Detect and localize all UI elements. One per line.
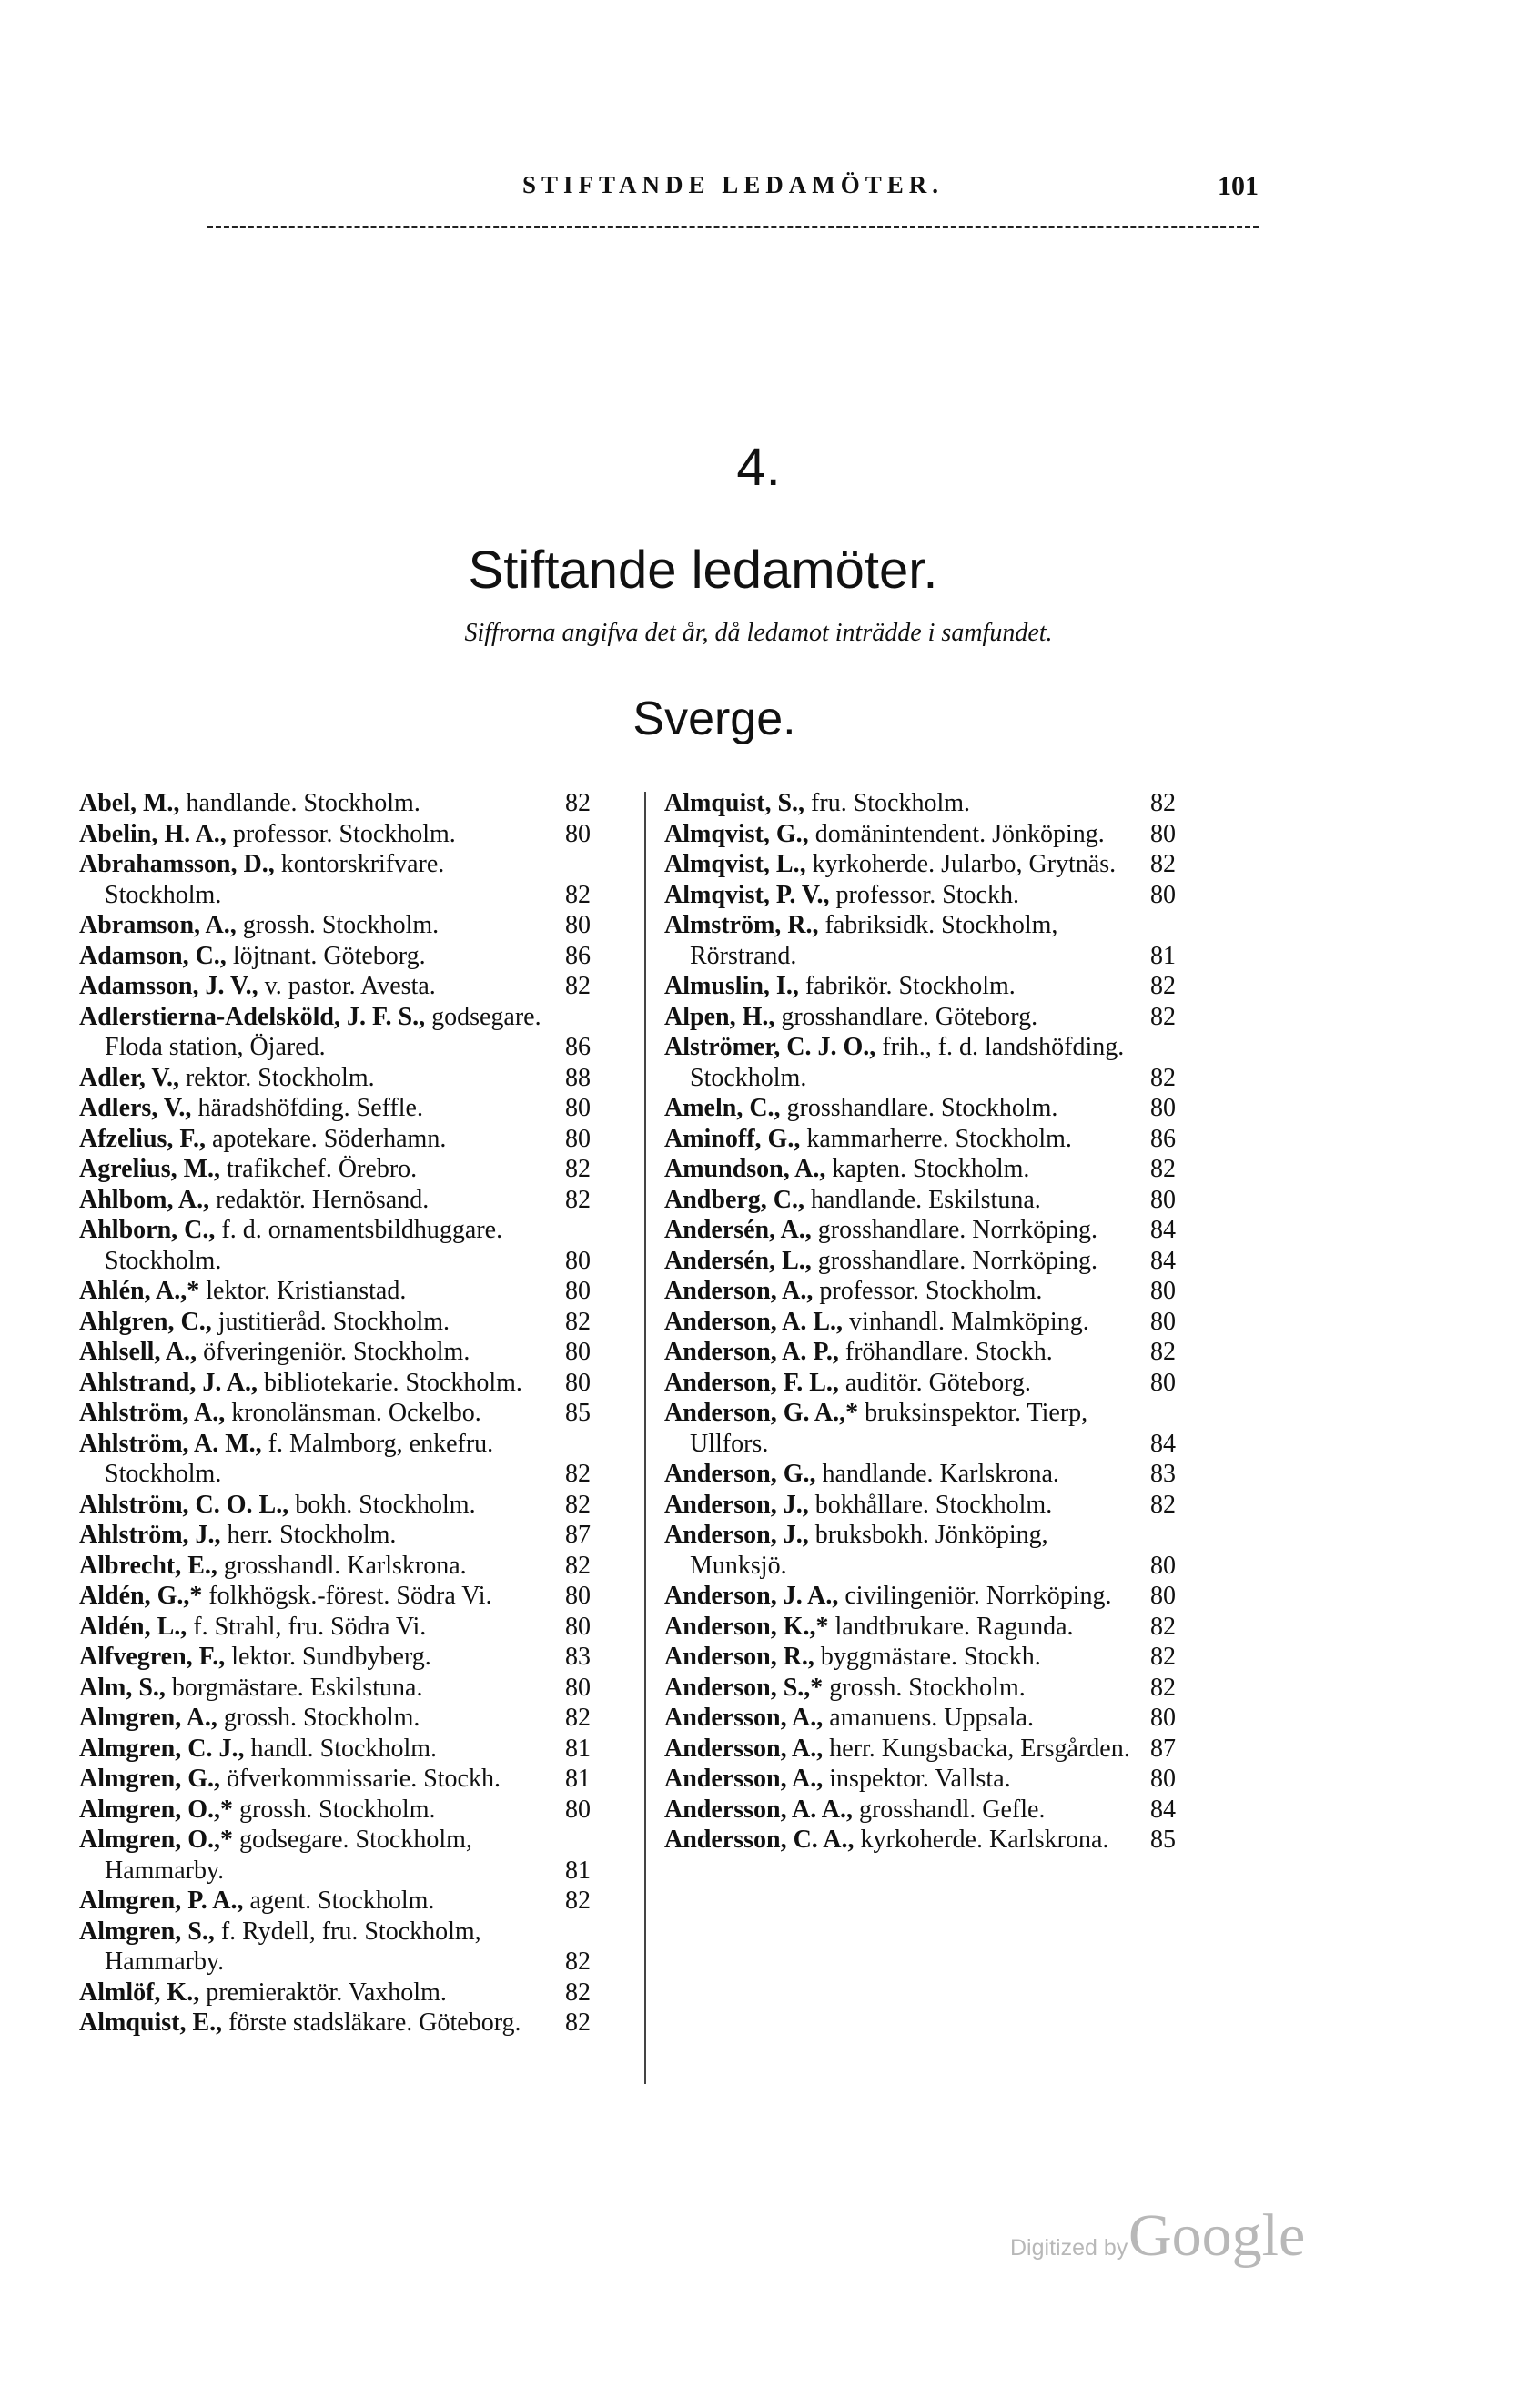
member-name: Adlers, V., (79, 1094, 192, 1122)
member-year: 80 (565, 1094, 591, 1122)
member-name: Almqvist, L., (664, 850, 806, 878)
member-name: Almqvist, G., (664, 819, 809, 848)
member-details: löjtnant. Göteborg. (226, 941, 426, 970)
member-year: 80 (565, 1795, 591, 1824)
member-year: 82 (1150, 1063, 1176, 1092)
member-details: folkhögsk.-förest. Södra Vi. (202, 1582, 492, 1610)
member-details: handlande. Stockholm. (179, 789, 420, 817)
member-entry (79, 1703, 591, 1734)
member-year: 82 (565, 1155, 591, 1183)
member-year: 80 (1150, 1185, 1176, 1214)
member-year: 82 (565, 1978, 591, 2007)
member-details: grosshandlare. Norrköping. (811, 1216, 1097, 1244)
member-name: Anderson, F. L., (664, 1368, 839, 1397)
member-year: 82 (1150, 1155, 1176, 1183)
member-year: 84 (1150, 1795, 1176, 1824)
member-entry (664, 971, 1176, 1002)
member-year: 80 (1150, 1704, 1176, 1732)
member-details: herr. Stockholm. (220, 1521, 397, 1549)
header-rule (207, 226, 1259, 228)
digitized-by-google-watermark (1010, 2198, 1429, 2271)
member-entry (79, 1825, 591, 1886)
member-year: 80 (565, 1338, 591, 1366)
member-details: professor. Stockh. (829, 880, 1019, 909)
member-name: Anderson, J. A., (664, 1582, 839, 1610)
member-entry (664, 1154, 1176, 1185)
member-year: 84 (1150, 1246, 1176, 1275)
member-year: 86 (565, 1033, 591, 1061)
member-details: kammarherre. Stockholm. (800, 1124, 1072, 1153)
member-name: Andersson, A. A., (664, 1795, 853, 1824)
member-details: trafikchef. Örebro. (220, 1155, 418, 1183)
member-year: 80 (1150, 1094, 1176, 1122)
member-entry (79, 1490, 591, 1521)
member-year: 82 (1150, 850, 1176, 878)
member-name: Andersén, A., (664, 1216, 812, 1244)
column-divider (644, 792, 646, 2084)
member-name: Afzelius, F., (79, 1124, 206, 1153)
member-details: häradshöfding. Seffle. (191, 1094, 423, 1122)
member-name: Abrahamsson, D., (79, 850, 275, 878)
member-year: 80 (565, 1673, 591, 1702)
member-name: Alfvegren, F., (79, 1643, 226, 1671)
member-entry (79, 1520, 591, 1551)
member-entry (664, 910, 1176, 971)
member-list-left-column (79, 788, 591, 2039)
running-head-title: STIFTANDE LEDAMÖTER. (521, 171, 945, 198)
member-entry (664, 1246, 1176, 1277)
member-name: Ahlström, A. M., (79, 1429, 262, 1458)
member-details: landtbrukare. Ragunda. (828, 1612, 1074, 1641)
member-year: 81 (565, 1765, 591, 1793)
watermark-prefix: Digitized by (1010, 2235, 1128, 2261)
member-details: inspektor. Vallsta. (823, 1765, 1011, 1793)
member-details: bruksinspektor. Tierp, Ullfors. (690, 1399, 1088, 1458)
member-details: kyrkoherde. Karlskrona. (854, 1826, 1109, 1854)
member-year: 80 (1150, 1765, 1176, 1793)
member-name: Andersson, A., (664, 1765, 824, 1793)
member-entry (664, 1124, 1176, 1155)
member-year: 82 (1150, 1338, 1176, 1366)
member-year: 88 (565, 1063, 591, 1092)
member-year: 80 (565, 911, 591, 939)
member-entry (79, 1307, 591, 1338)
member-entry (79, 788, 591, 819)
member-details: civilingeniör. Norrköping. (838, 1582, 1112, 1610)
member-details: herr. Kungsbacka, Ersgården. (823, 1734, 1130, 1763)
member-entry (79, 1673, 591, 1704)
member-name: Adamson, C., (79, 941, 227, 970)
member-entry (664, 1490, 1176, 1521)
member-details: f. Strahl, fru. Södra Vi. (187, 1612, 427, 1641)
member-year: 82 (1150, 1002, 1176, 1031)
member-name: Ahlström, C. O. L., (79, 1490, 289, 1519)
member-year: 80 (565, 1612, 591, 1641)
member-name: Andberg, C., (664, 1185, 805, 1214)
member-details: professor. Stockholm. (226, 819, 456, 848)
member-details: fabriksidk. Stockholm, Rörstrand. (690, 911, 1058, 970)
member-name: Almlöf, K., (79, 1978, 200, 2007)
member-name: Abel, M., (79, 789, 180, 817)
member-name: Agrelius, M., (79, 1155, 221, 1183)
member-details: lektor. Kristianstad. (199, 1277, 407, 1305)
member-year: 82 (565, 1948, 591, 1976)
member-name: Aminoff, G., (664, 1124, 801, 1153)
member-entry (664, 1276, 1176, 1307)
member-year: 80 (565, 1246, 591, 1275)
member-entry (79, 1612, 591, 1643)
section-number: 4. (736, 438, 781, 497)
member-details: kyrkoherde. Jularbo, Grytnäs. (805, 850, 1117, 878)
member-entry (79, 1185, 591, 1216)
member-name: Ahlgren, C., (79, 1307, 212, 1336)
member-year: 82 (1150, 1673, 1176, 1702)
member-name: Almgren, G., (79, 1765, 221, 1793)
member-name: Andersén, L., (664, 1246, 812, 1275)
member-name: Adamsson, J. V., (79, 972, 258, 1000)
member-entry (664, 1002, 1176, 1033)
member-name: Ahlsell, A., (79, 1338, 197, 1366)
member-entry (79, 849, 591, 910)
member-details: f. Malmborg, enkefru. Stockholm. (105, 1429, 494, 1488)
member-details: vinhandl. Malmköping. (843, 1307, 1089, 1336)
member-details: fröhandlare. Stockh. (838, 1338, 1053, 1366)
member-name: Aldén, L., (79, 1612, 187, 1641)
member-entry (664, 1215, 1176, 1246)
member-year: 81 (565, 1856, 591, 1885)
member-name: Abramson, A., (79, 911, 237, 939)
member-name: Anderson, J., (664, 1521, 809, 1549)
member-details: grosshandlare. Stockholm. (780, 1094, 1058, 1122)
member-details: professor. Stockholm. (813, 1277, 1043, 1305)
member-entry (664, 1307, 1176, 1338)
member-name: Almqvist, P. V., (664, 880, 830, 909)
member-entry (664, 1642, 1176, 1673)
member-year: 80 (1150, 1277, 1176, 1305)
member-name: Anderson, A. P., (664, 1338, 839, 1366)
member-entry (664, 1520, 1176, 1581)
member-entry (79, 941, 591, 972)
member-details: öfveringeniör. Stockholm. (197, 1338, 470, 1366)
member-name: Anderson, A. L., (664, 1307, 844, 1336)
member-details: lektor. Sundbyberg. (225, 1643, 431, 1671)
member-entry (664, 1734, 1176, 1765)
member-entry (664, 880, 1176, 911)
member-entry (664, 1398, 1176, 1459)
member-details: agent. Stockholm. (243, 1887, 435, 1915)
member-year: 80 (1150, 1551, 1176, 1580)
member-name: Almuslin, I., (664, 972, 799, 1000)
member-year: 83 (1150, 1460, 1176, 1488)
member-entry (79, 1337, 591, 1368)
member-entry (79, 910, 591, 941)
member-year: 87 (1150, 1734, 1176, 1763)
member-year: 86 (1150, 1124, 1176, 1153)
member-entry (79, 1368, 591, 1399)
member-details: bokh. Stockholm. (288, 1490, 476, 1519)
member-entry (664, 1703, 1176, 1734)
member-details: borgmästare. Eskilstuna. (165, 1673, 423, 1702)
member-year: 81 (1150, 941, 1176, 970)
member-entry (664, 1673, 1176, 1704)
member-name: Almgren, S., (79, 1917, 215, 1946)
member-details: grosshandl. Karlskrona. (217, 1551, 467, 1580)
member-year: 80 (565, 1368, 591, 1397)
section-title: Stiftande ledamöter. (468, 541, 938, 600)
member-entry (79, 819, 591, 850)
member-name: Ameln, C., (664, 1094, 781, 1122)
member-entry (664, 1612, 1176, 1643)
member-entry (664, 849, 1176, 880)
member-year: 80 (1150, 1582, 1176, 1610)
member-details: förste stadsläkare. Göteborg. (222, 2008, 521, 2037)
member-details: fabrikör. Stockholm. (798, 972, 1016, 1000)
section-note: Siffrorna angifva det år, då ledamot inträdde i samfundet. (464, 619, 1053, 647)
member-details: apotekare. Söderhamn. (205, 1124, 447, 1153)
member-name: Alpen, H., (664, 1002, 775, 1031)
member-details: handlande. Karlskrona. (815, 1460, 1059, 1488)
member-entry (79, 1917, 591, 1978)
member-name: Anderson, J., (664, 1490, 809, 1519)
member-details: bokhållare. Stockholm. (808, 1490, 1053, 1519)
member-entry (79, 1093, 591, 1124)
member-name: Almgren, O.,* (79, 1826, 234, 1854)
member-entry (79, 971, 591, 1002)
member-name: Ahlborn, C., (79, 1216, 216, 1244)
member-entry (664, 1368, 1176, 1399)
member-name: Almgren, C. J., (79, 1734, 245, 1763)
member-year: 87 (565, 1521, 591, 1549)
member-name: Adler, V., (79, 1063, 179, 1092)
running-head (207, 171, 1259, 207)
member-entry (79, 1002, 591, 1063)
member-year: 82 (565, 789, 591, 817)
member-year: 84 (1150, 1429, 1176, 1458)
member-entry (664, 1795, 1176, 1826)
member-name: Almquist, E., (79, 2008, 223, 2037)
member-list-right-column (664, 788, 1176, 1856)
member-name: Amundson, A., (664, 1155, 826, 1183)
member-entry (664, 1032, 1176, 1093)
member-details: grossh. Stockholm. (823, 1673, 1026, 1702)
member-name: Alm, S., (79, 1673, 166, 1702)
member-year: 82 (1150, 1643, 1176, 1671)
member-details: redaktör. Hernösand. (209, 1185, 430, 1214)
member-year: 80 (565, 819, 591, 848)
member-name: Andersson, A., (664, 1704, 824, 1732)
member-details: frih., f. d. landshöfding. Stockholm. (690, 1033, 1125, 1092)
member-entry (664, 1764, 1176, 1795)
member-entry (79, 1063, 591, 1094)
member-entry (79, 1398, 591, 1429)
member-details: godsegare. Stockholm, Hammarby. (105, 1826, 472, 1885)
member-year: 84 (1150, 1216, 1176, 1244)
member-year: 82 (1150, 1612, 1176, 1641)
member-name: Anderson, G. A.,* (664, 1399, 859, 1427)
member-year: 86 (565, 941, 591, 970)
member-year: 82 (565, 1307, 591, 1336)
member-entry (79, 1581, 591, 1612)
member-year: 82 (565, 1490, 591, 1519)
member-year: 85 (1150, 1826, 1176, 1854)
member-details: bibliotekarie. Stockholm. (258, 1368, 522, 1397)
google-logo: Google (1128, 2202, 1306, 2269)
member-year: 80 (565, 1124, 591, 1153)
member-details: f. d. ornamentsbildhuggare. Stockholm. (105, 1216, 503, 1275)
member-details: kronolänsman. Ockelbo. (225, 1399, 481, 1427)
member-entry (664, 1459, 1176, 1490)
member-name: Alströmer, C. J. O., (664, 1033, 876, 1061)
member-year: 82 (565, 880, 591, 909)
member-name: Albrecht, E., (79, 1551, 217, 1580)
member-year: 82 (1150, 1490, 1176, 1519)
member-details: v. pastor. Avesta. (258, 972, 436, 1000)
member-entry (79, 1124, 591, 1155)
member-entry (664, 1185, 1176, 1216)
member-entry (79, 1429, 591, 1490)
member-details: f. Rydell, fru. Stockholm, Hammarby. (105, 1917, 481, 1976)
member-entry (79, 1734, 591, 1765)
member-details: amanuens. Uppsala. (823, 1704, 1034, 1732)
member-name: Andersson, A., (664, 1734, 824, 1763)
member-details: grosshandlare. Göteborg. (774, 1002, 1038, 1031)
member-details: justitieråd. Stockholm. (211, 1307, 450, 1336)
member-entry (79, 1154, 591, 1185)
member-name: Almgren, P. A., (79, 1887, 244, 1915)
member-name: Ahlström, J., (79, 1521, 221, 1549)
member-entry (664, 1337, 1176, 1368)
member-details: domänintendent. Jönköping. (808, 819, 1105, 848)
member-name: Andersson, C. A., (664, 1826, 855, 1854)
member-year: 82 (565, 1551, 591, 1580)
member-year: 82 (565, 1887, 591, 1915)
member-details: godsegare. Floda station, Öjared. (105, 1002, 541, 1061)
member-year: 82 (565, 1185, 591, 1214)
member-name: Almgren, A., (79, 1704, 217, 1732)
country-heading: Sverge. (632, 693, 796, 745)
member-entry (79, 1276, 591, 1307)
member-name: Almström, R., (664, 911, 819, 939)
member-entry (664, 1093, 1176, 1124)
member-details: öfverkommissarie. Stockh. (220, 1765, 501, 1793)
member-entry (664, 1581, 1176, 1612)
member-details: fru. Stockholm. (804, 789, 971, 817)
member-name: Anderson, S.,* (664, 1673, 824, 1702)
member-entry (664, 1825, 1176, 1856)
member-year: 82 (1150, 789, 1176, 817)
member-year: 85 (565, 1399, 591, 1427)
member-name: Almgren, O.,* (79, 1795, 234, 1824)
member-name: Ahlström, A., (79, 1399, 226, 1427)
page-number: 101 (1218, 171, 1259, 201)
member-entry (79, 1886, 591, 1917)
member-name: Abelin, H. A., (79, 819, 227, 848)
member-details: handl. Stockholm. (244, 1734, 438, 1763)
member-year: 82 (565, 1704, 591, 1732)
member-details: grossh. Stockholm. (236, 911, 440, 939)
member-year: 80 (1150, 1307, 1176, 1336)
member-year: 80 (565, 1277, 591, 1305)
member-name: Anderson, G., (664, 1460, 816, 1488)
member-name: Ahlbom, A., (79, 1185, 210, 1214)
member-name: Ahlén, A.,* (79, 1277, 200, 1305)
member-year: 80 (1150, 1368, 1176, 1397)
member-entry (79, 1642, 591, 1673)
member-details: bruksbokh. Jönköping, Munksjö. (690, 1521, 1048, 1580)
member-details: auditör. Göteborg. (838, 1368, 1031, 1397)
member-name: Adlerstierna-Adelsköld, J. F. S., (79, 1002, 426, 1031)
member-entry (79, 1978, 591, 2008)
member-year: 80 (565, 1582, 591, 1610)
member-name: Almquist, S., (664, 789, 805, 817)
member-details: grosshandl. Gefle. (852, 1795, 1046, 1824)
member-year: 82 (565, 1460, 591, 1488)
member-details: kontorskrifvare. Stockholm. (105, 850, 445, 909)
member-name: Aldén, G.,* (79, 1582, 203, 1610)
member-year: 82 (1150, 972, 1176, 1000)
member-entry (79, 1215, 591, 1276)
member-details: kapten. Stockholm. (825, 1155, 1030, 1183)
member-details: grosshandlare. Norrköping. (811, 1246, 1097, 1275)
member-details: byggmästare. Stockh. (814, 1643, 1041, 1671)
member-year: 83 (565, 1643, 591, 1671)
member-year: 81 (565, 1734, 591, 1763)
member-name: Anderson, R., (664, 1643, 814, 1671)
member-entry (664, 788, 1176, 819)
member-name: Anderson, A., (664, 1277, 814, 1305)
member-details: grossh. Stockholm. (233, 1795, 436, 1824)
member-year: 80 (1150, 880, 1176, 909)
member-name: Anderson, K.,* (664, 1612, 829, 1641)
member-details: rektor. Stockholm. (178, 1063, 375, 1092)
member-year: 82 (565, 2008, 591, 2037)
member-year: 80 (1150, 819, 1176, 848)
member-entry (79, 1795, 591, 1826)
member-details: handlande. Eskilstuna. (804, 1185, 1041, 1214)
member-entry (79, 2008, 591, 2039)
member-details: grossh. Stockholm. (217, 1704, 420, 1732)
member-entry (664, 819, 1176, 850)
member-details: premieraktör. Vaxholm. (199, 1978, 447, 2007)
member-name: Ahlstrand, J. A., (79, 1368, 258, 1397)
member-year: 82 (565, 972, 591, 1000)
member-entry (79, 1764, 591, 1795)
member-entry (79, 1551, 591, 1582)
